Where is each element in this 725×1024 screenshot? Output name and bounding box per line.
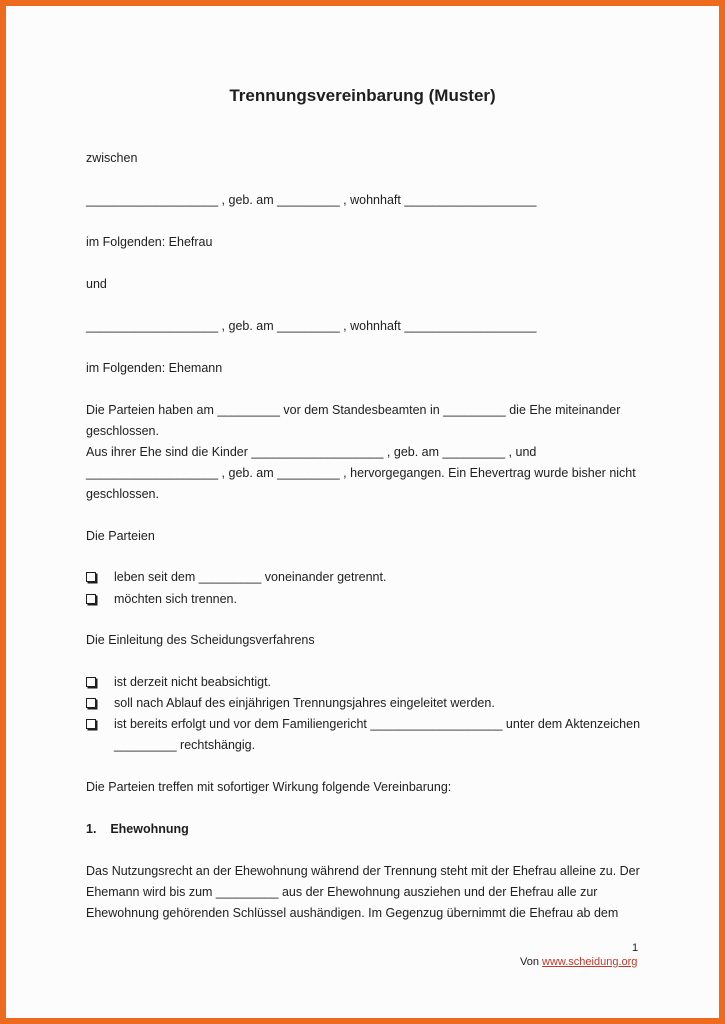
section-1-line: Das Nutzungsrecht an der Ehewohnung während der Trennung steht mit der Ehefrau alleine zu. Der [86, 864, 640, 878]
footer-source [520, 956, 637, 968]
agreement-intro: Die Parteien treffen mit sofortiger Wirkung folgende Vereinbarung: [86, 780, 452, 794]
checkbox-icon[interactable] [86, 719, 96, 729]
checkbox-icon[interactable] [86, 677, 96, 687]
children-line-2: ___________________ , geb. am _________ , hervorgegangen. Ein Ehevertrag wurde bisher nicht [86, 466, 636, 480]
parties-intro: Die Parteien [86, 529, 155, 543]
page-number: 1 [632, 942, 639, 954]
checkbox-icon[interactable] [86, 594, 96, 604]
marriage-line: Die Parteien haben am _________ vor dem Standesbeamten in _________ die Ehe miteinander [86, 403, 621, 417]
section-1-line: Ehewohnung gehörenden Schlüssel aushändigen. Im Gegenzug übernimmt die Ehefrau ab dem [86, 906, 619, 920]
checkbox-item[interactable] [86, 696, 495, 710]
section-1-heading: 1. Ehewohnung [86, 822, 189, 836]
checkbox-icon[interactable] [86, 572, 96, 582]
children-line: Aus ihrer Ehe sind die Kinder ___________________ , geb. am _________ , und [86, 445, 537, 459]
text-line-und: und [86, 277, 107, 291]
checkbox-label: ist bereits erfolgt und vor dem Familiengericht ___________________ unter dem Aktenzeichen [114, 717, 641, 731]
checkbox-item[interactable] [86, 570, 387, 584]
wife-details-line: ___________________ , geb. am _________ , wohnhaft ___________________ [86, 193, 537, 207]
footer-link[interactable]: www.scheidung.org [542, 956, 638, 968]
checkbox-label: soll nach Ablauf des einjährigen Trennungsjahres eingeleitet werden. [114, 696, 495, 710]
checkbox-item[interactable] [86, 717, 641, 731]
document-title: Trennungsvereinbarung (Muster) [229, 86, 496, 105]
divorce-intro: Die Einleitung des Scheidungsverfahrens [86, 633, 315, 647]
checkbox-label: leben seit dem _________ voneinander getrennt. [114, 570, 387, 584]
checkbox-icon[interactable] [86, 698, 96, 708]
footer-prefix: Von [520, 956, 539, 968]
section-1-line: Ehemann wird bis zum _________ aus der Ehewohnung ausziehen und der Ehefrau alle zur [86, 885, 598, 899]
text-line-ehefrau: im Folgenden: Ehefrau [86, 235, 213, 249]
divorce-continuation: _________ rechtshängig. [114, 738, 256, 752]
husband-details-line: ___________________ , geb. am _________ , wohnhaft ___________________ [86, 319, 537, 333]
marriage-line-end: geschlossen. [86, 424, 159, 438]
checkbox-label: möchten sich trennen. [114, 592, 237, 606]
text-line-zwischen: zwischen [86, 151, 138, 165]
checkbox-item[interactable] [86, 592, 237, 606]
checkbox-item[interactable] [86, 675, 272, 689]
children-line-end: geschlossen. [86, 487, 159, 501]
checkbox-label: ist derzeit nicht beabsichtigt. [114, 675, 272, 689]
text-line-ehemann: im Folgenden: Ehemann [86, 361, 223, 375]
